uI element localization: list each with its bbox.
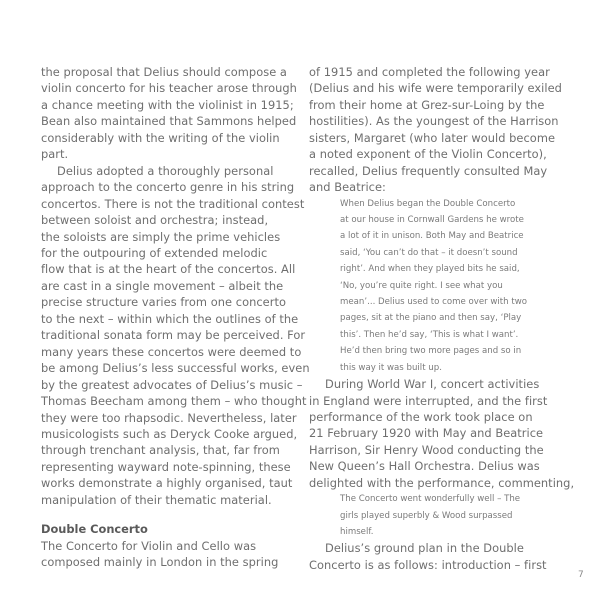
text-line: by the greatest advocates of Delius’s music –	[41, 377, 303, 392]
paragraph	[41, 64, 303, 163]
quote-line: pages, sit at the piano and then say, ‘Play	[340, 313, 522, 324]
text-line: Delius’s ground plan in the Double	[325, 541, 524, 556]
text-line: the soloists are simply the prime vehicles	[41, 229, 281, 244]
paragraph	[309, 376, 575, 491]
text-line: many years these concertos were deemed to	[41, 344, 302, 359]
text-line: from their home at Grez-sur-Loing by the	[309, 97, 545, 112]
section-heading: Double Concerto	[41, 522, 148, 537]
text-line: considerably with the writing of the violin	[41, 130, 280, 145]
text-line: to the next – within which the outlines of the	[41, 311, 299, 326]
quote-line: at our house in Cornwall Gardens he wrote	[340, 215, 524, 226]
text-line: they were too rhapsodic. Nevertheless, later	[41, 410, 297, 425]
left-column	[41, 64, 310, 571]
quote-line: himself.	[340, 527, 374, 538]
text-line: a chance meeting with the violinist in 1915;	[41, 97, 294, 112]
text-line: traditional sonata form may be perceived. For	[41, 328, 306, 343]
quote-line: girls played superbly & Wood surpassed	[340, 510, 513, 521]
text-line: and Beatrice:	[309, 180, 386, 195]
block-quote	[309, 491, 571, 540]
text-line: Concerto is as follows: introduction – first	[309, 557, 547, 572]
text-line: a noted exponent of the Violin Concerto),	[309, 147, 547, 162]
quote-line: The Concerto went wonderfully well – The	[340, 494, 521, 505]
paragraph-gap	[41, 508, 303, 521]
quote-line: right’. And when they played bits he said,	[340, 264, 520, 275]
text-line: be among Delius’s less successful works, even	[41, 361, 310, 376]
quote-line: this way it was built up.	[340, 362, 442, 373]
text-line: composed mainly in London in the spring	[41, 555, 279, 570]
text-line: the proposal that Delius should compose a	[41, 65, 287, 79]
text-line: musicologists such as Deryck Cooke argued,	[41, 426, 298, 441]
text-line: sisters, Margaret (who later would become	[309, 130, 556, 145]
text-line: works demonstrate a highly organised, taut	[41, 476, 293, 491]
text-line: performance of the work took place on	[309, 410, 533, 424]
text-line: Bean also maintained that Sammons helped	[41, 114, 297, 129]
text-line: manipulation of their thematic material.	[41, 492, 272, 507]
right-column	[309, 64, 575, 573]
quote-line: said, ‘You can’t do that – it doesn’t sound	[340, 247, 518, 258]
text-line: 21 February 1920 with May and Beatrice	[309, 426, 544, 441]
page-number: 7	[578, 570, 584, 580]
text-line: in England were interrupted, and the first	[309, 393, 548, 408]
text-line: between soloist and orchestra; instead,	[41, 213, 269, 228]
quote-line: He’d then bring two more pages and so in	[340, 346, 522, 357]
paragraph	[41, 163, 310, 509]
text-line: (Delius and his wife were temporarily exiled	[309, 81, 562, 96]
text-line: representing wayward note-spinning, these	[41, 459, 291, 474]
paragraph	[41, 538, 303, 571]
text-line: Delius adopted a thoroughly personal	[57, 163, 274, 178]
quote-line: ‘No, you’re quite right. I see what you	[340, 280, 503, 291]
text-line: New Queen’s Hall Orchestra. Delius was	[309, 459, 540, 474]
text-line: delighted with the performance, commenting,	[309, 475, 575, 490]
block-quote	[309, 196, 571, 376]
text-line: of 1915 and completed the following year	[309, 65, 550, 79]
text-line: hostilities). As the youngest of the Harrison	[309, 114, 559, 129]
text-line: for the outpouring of extended melodic	[41, 245, 268, 260]
text-line: concertos. There is not the traditional contest	[41, 196, 305, 211]
text-line: precise structure varies from one concerto	[41, 295, 286, 310]
quote-line: this’. Then he’d say, ‘This is what I want’.	[340, 329, 519, 340]
paragraph	[309, 64, 571, 196]
text-line: The Concerto for Violin and Cello was	[41, 538, 257, 553]
paragraph	[309, 540, 571, 573]
quote-line: a lot of it in unison. Both May and Beatrice	[340, 231, 524, 242]
quote-line: When Delius began the Double Concerto	[340, 198, 516, 209]
text-line: recalled, Delius frequently consulted May	[309, 163, 548, 178]
text-line: flow that is at the heart of the concertos. All	[41, 262, 296, 277]
text-line: violin concerto for his teacher arose through	[41, 81, 297, 96]
text-line: Thomas Beecham among them – who thought	[41, 394, 307, 409]
quote-line: mean’... Delius used to come over with two	[340, 297, 528, 308]
text-line: through trenchant analysis, that, far from	[41, 443, 280, 458]
text-line: are cast in a single movement – albeit the	[41, 278, 284, 293]
text-line: approach to the concerto genre in his string	[41, 180, 295, 195]
text-line: Harrison, Sir Henry Wood conducting the	[309, 442, 544, 457]
text-line: During World War I, concert activities	[325, 377, 540, 392]
text-line: part.	[41, 147, 69, 162]
